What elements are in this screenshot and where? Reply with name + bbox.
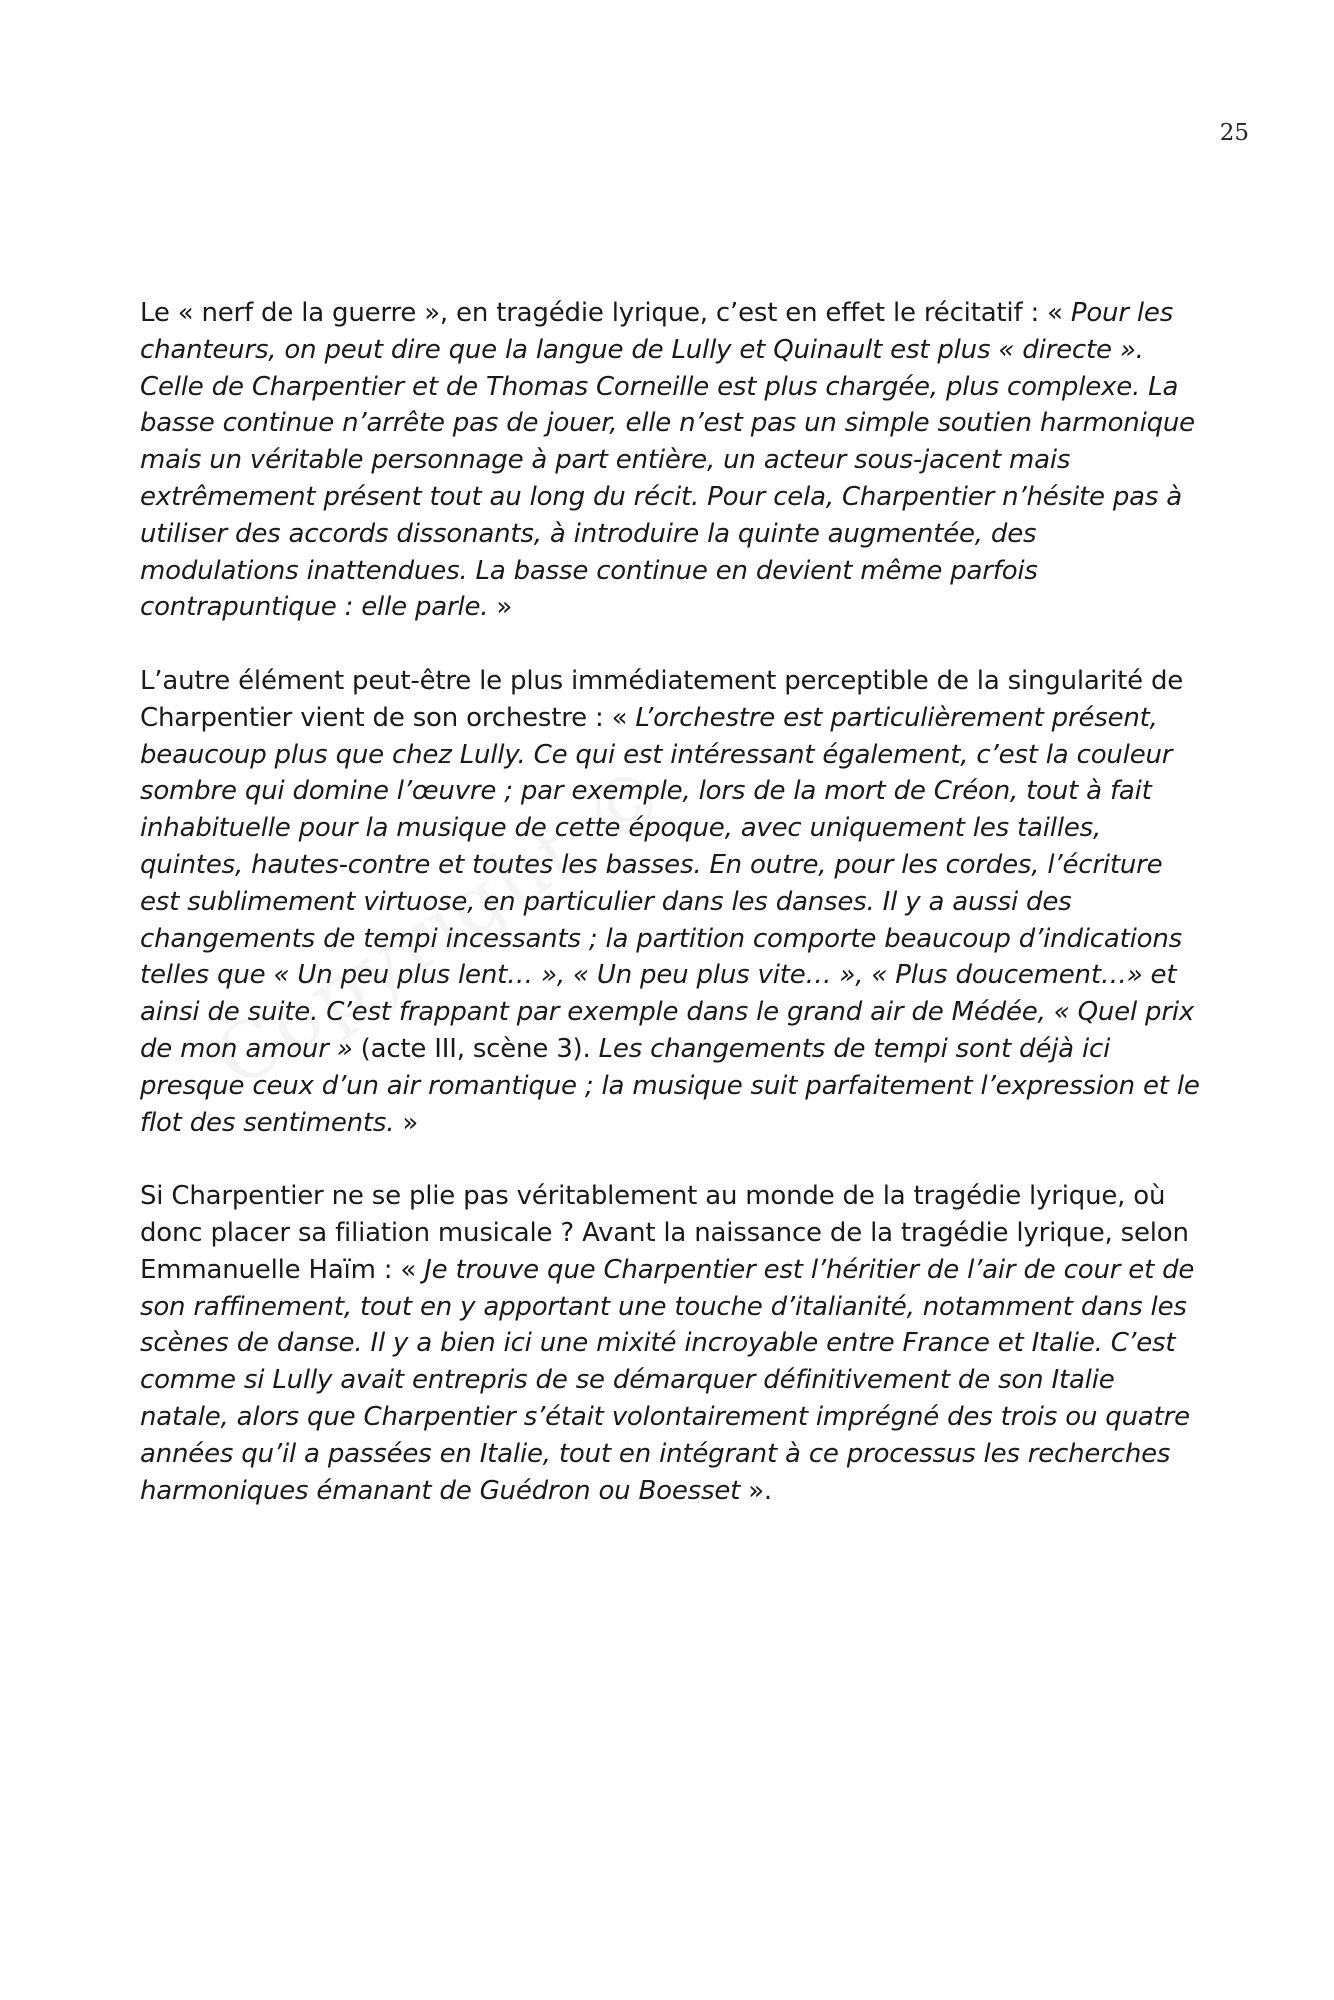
- quote-text: Pour les chanteurs, on peut dire que la langue de Lully et Quinault est plus « directe ». Celle de Charpentier et de Thomas Corneille est plus chargée, plus complexe. La basse continue n’arrête pas de jouer, elle n’est pas un simple soutien harmonique mais un véritable personnage à part entière, un acteur sous-jacent mais extrêmement présent tout au long du récit. Pour cela, Charpentier n’hésite pas à utiliser des accords dissonants, à introduire la quinte augmentée, des modulations inattendues. La basse continue en devient même parfois contrapuntique : elle parle.: [140, 298, 1195, 623]
- quote-text: Les changements de tempi sont déjà ici presque ceux d’un air romantique ; la musique suit parfaitement l’expression et le flot des sentiments.: [140, 1033, 1200, 1138]
- paragraph-text: ».: [740, 1475, 772, 1506]
- paragraph-text: »: [488, 592, 513, 623]
- paragraph-text: Si Charpentier ne se plie pas véritablement au monde de la tragédie lyrique, où donc placer sa filiation musicale ? Avant la naissance de la tragédie lyrique, selon Emmanuelle Haïm : «: [140, 1181, 1189, 1285]
- page-number: 25: [1219, 120, 1249, 146]
- quote-text: Je trouve que Charpentier est l’héritier de l’air de cour et de son raffinement, tout en y apportant une touche d’italianité, notamment dans les scènes de danse. Il y a bien ici une mixité incroyable entre France et Italie. C’est comme si Lully avait entrepris de se démarquer définitivement de son Italie natale, alors que Charpentier s’était volontairement imprégné des trois ou quatre années qu’il a passées en Italie, tout en intégrant à ce processus les recherches harmoniques émanant de Guédron ou Boesset: [140, 1254, 1195, 1506]
- paragraph-text: »: [394, 1107, 419, 1138]
- quote-text: L’orchestre est particulièrement présent, beaucoup plus que chez Lully. Ce qui est intéressant également, c’est la couleur sombre qui domine l’œuvre ; par exemple, lors de la mort de Créon, tout à fait inhabituelle pour la musique de cette époque, avec uniquement les tailles, quintes, hautes-contre et toutes les basses. En outre, pour les cordes, l’écriture est sublimement virtuose, en particulier dans les danses. Il y a aussi des changements de tempi incessants ; la partition comporte beaucoup d’indications telles que « Un peu plus lent… », « Un peu plus vite… », « Plus doucement…» et ainsi de suite. C’est frappant par exemple dans le grand air de Médée, « Quel prix de mon amour »: [140, 702, 1195, 1064]
- paragraph-filiation: [140, 1178, 1200, 1509]
- paragraph-recitatif: [140, 295, 1200, 626]
- paragraph-text: Le « nerf de la guerre », en tragédie lyrique, c’est en effet le récitatif : «: [140, 298, 1071, 328]
- paragraph-text: (acte III, scène 3).: [352, 1033, 599, 1064]
- paragraph-text: L’autre élément peut-être le plus immédiatement perceptible de la singularité de Charpentier vient de son orchestre : «: [140, 665, 1184, 733]
- body-text: [140, 295, 1200, 1546]
- paragraph-orchestre: [140, 663, 1200, 1141]
